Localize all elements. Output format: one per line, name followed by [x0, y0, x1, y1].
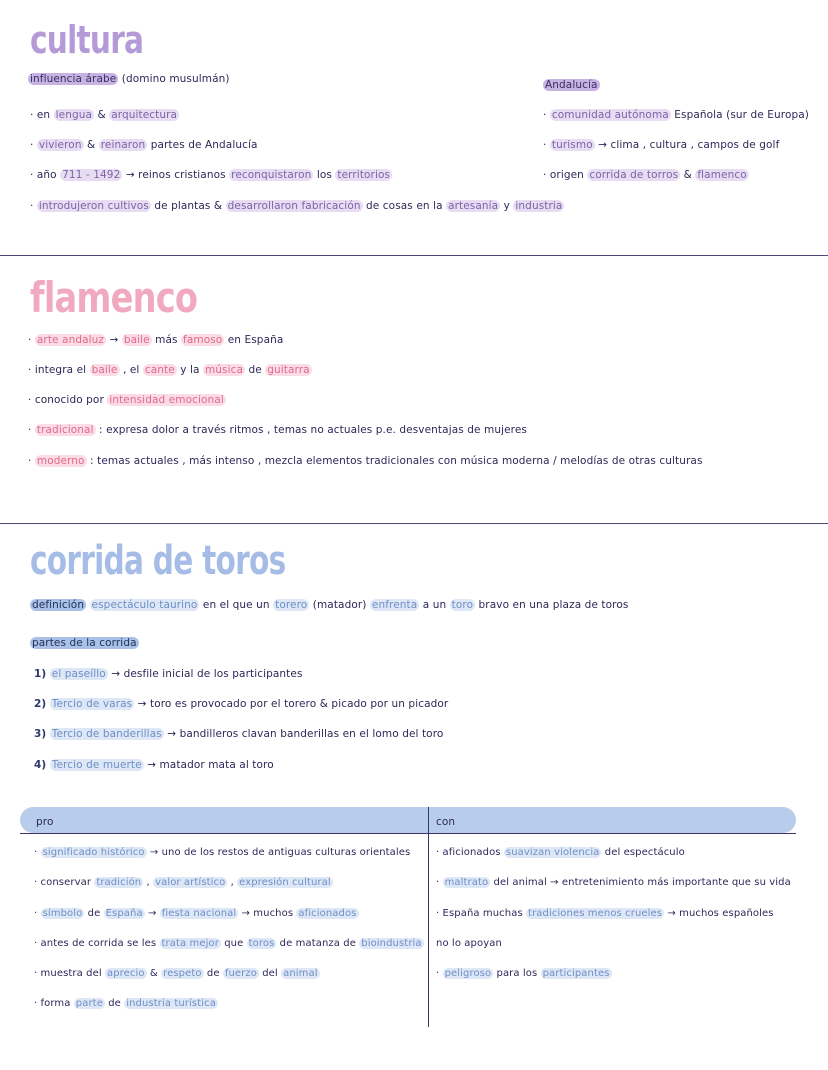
table-rule — [20, 833, 428, 834]
con-item: no lo apoyan — [436, 938, 502, 949]
pro-item: · significado histórico → uno de los restos de antiguas culturas orientales — [34, 847, 411, 858]
section-divider — [0, 523, 828, 524]
andalucia-item: · turismo → clima , cultura , campos de golf — [543, 139, 780, 151]
parte-item: 3) Tercio de banderillas → bandilleros clavan banderillas en el lomo del toro — [34, 728, 444, 740]
andalucia-item: · comunidad autónoma Española (sur de Europa) — [543, 109, 809, 121]
parte-item: 2) Tercio de varas → toro es provocado por el torero & picado por un picador — [34, 698, 449, 710]
definicion-label: definición — [32, 599, 85, 611]
flamenco-item: · moderno : temas actuales , más intenso , mezcla elementos tradicionales con música moderna / melodías de otras culturas — [28, 455, 703, 467]
pro-item: · forma parte de industria turística — [34, 998, 216, 1009]
section-divider — [0, 255, 828, 256]
section-title-flamenco: flamenco — [30, 273, 198, 322]
con-item: · España muchas tradiciones menos crueles → muchos españoles — [436, 908, 774, 919]
parte-item: 4) Tercio de muerte → matador mata al toro — [34, 759, 274, 771]
pro-item: · muestra del aprecio & respeto de fuerzo del animal — [34, 968, 318, 979]
table-rule — [428, 833, 796, 834]
con-item: · maltrato del animal → entretenimiento más importante que su vida — [436, 877, 791, 888]
con-item: · peligroso para los participantes — [436, 968, 610, 979]
cultura-item: · introdujeron cultivos de plantas & desarrollaron fabricación de cosas en la artesanía y industria — [30, 200, 563, 212]
andalucia-heading: Andalucía — [545, 79, 598, 91]
section-title-corrida: corrida de toros — [30, 538, 286, 584]
cultura-item: · en lengua & arquitectura — [30, 109, 178, 121]
pro-item: · conservar tradición , valor artístico , expresión cultural — [34, 877, 331, 888]
flamenco-item: · conocido por intensidad emocional — [28, 394, 224, 406]
flamenco-item: · tradicional : expresa dolor a través ritmos , temas no actuales p.e. desventajas de mujeres — [28, 424, 527, 436]
pro-con-table-header — [20, 807, 796, 833]
pro-label: pro — [36, 816, 54, 828]
cultura-item: · vivieron & reinaron partes de Andalucía — [30, 139, 258, 151]
flamenco-item: · integra el baile , el cante y la música de guitarra — [28, 364, 310, 376]
section-title-cultura: cultura — [30, 18, 144, 62]
flamenco-item: · arte andaluz → baile más famoso en España — [28, 334, 284, 346]
cultura-subheading-row: influencia árabe (domino musulmán) — [30, 73, 230, 85]
cultura-item: · año 711 - 1492 → reinos cristianos reconquistaron los territorios — [30, 169, 391, 181]
pro-item: · símbolo de España → fiesta nacional → muchos aficionados — [34, 908, 357, 919]
subheading-influencia-arabe: influencia árabe — [30, 73, 117, 85]
pro-item: · antes de corrida se les trata mejor que toros de matanza de bioindustria — [34, 938, 422, 949]
partes-heading: partes de la corrida — [32, 637, 137, 649]
con-label: con — [436, 816, 456, 828]
parte-item: 1) el paseíllo → desfile inicial de los participantes — [34, 668, 303, 680]
definicion-row: definición espectáculo taurino en el que un torero (matador) enfrenta a un toro bravo en una plaza de toros — [32, 599, 629, 611]
table-column-divider — [428, 807, 429, 1027]
con-item: · aficionados suavizan violencia del espectáculo — [436, 847, 685, 858]
andalucia-item: · origen corrida de torros & flamenco — [543, 169, 747, 181]
